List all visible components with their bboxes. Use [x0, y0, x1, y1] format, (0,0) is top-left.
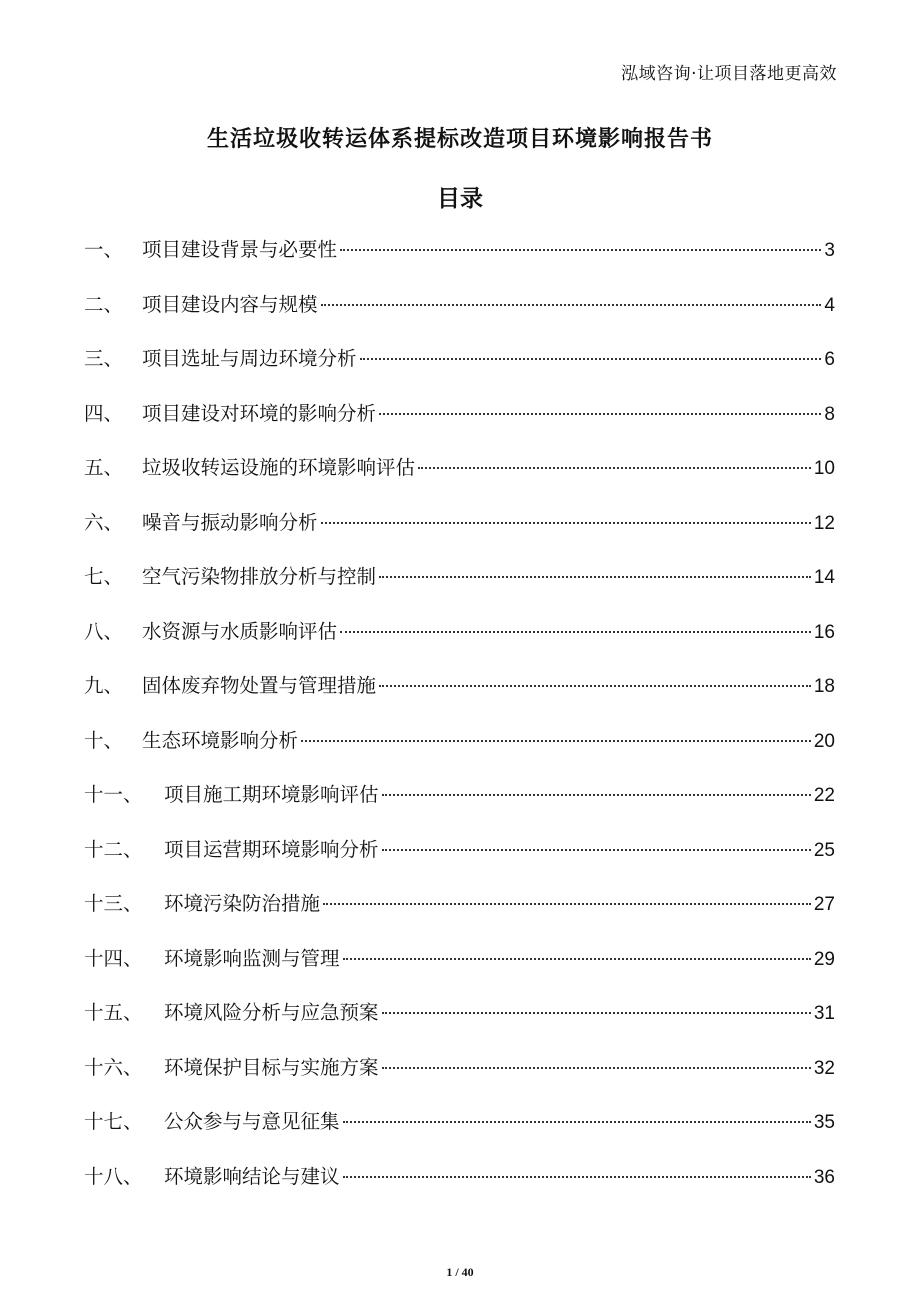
toc-entry-label: 噪音与振动影响分析 — [142, 510, 318, 534]
toc-entry-page-number: 22 — [813, 785, 835, 806]
toc-dot-leader — [382, 849, 811, 851]
toc-entry-number: 八、 — [84, 619, 124, 643]
toc-entry-label: 垃圾收转运设施的环境影响评估 — [142, 456, 416, 479]
page-header: 泓域咨询·让项目落地更高效 — [621, 64, 837, 84]
toc-entry[interactable] — [84, 285, 835, 340]
toc-entry-page-number: 25 — [813, 839, 835, 861]
toc-entry[interactable] — [84, 775, 835, 830]
table-of-contents — [84, 230, 835, 1211]
toc-entry-page-number: 36 — [813, 1166, 835, 1188]
toc-entry-page-number: 16 — [813, 621, 835, 643]
toc-entry[interactable] — [84, 939, 835, 994]
toc-entry-number: 十六、 — [84, 1055, 143, 1079]
toc-entry[interactable] — [84, 1157, 835, 1212]
toc-entry-page-number: 20 — [813, 730, 835, 752]
toc-entry-page-number: 12 — [813, 512, 835, 534]
toc-entry[interactable] — [84, 612, 835, 667]
toc-entry-page-number: 29 — [813, 948, 835, 970]
toc-entry-label: 项目选址与周边环境分析 — [142, 347, 357, 370]
toc-entry-label: 环境污染防治措施 — [164, 892, 321, 915]
toc-entry-number: 七、 — [84, 565, 124, 588]
toc-dot-leader — [379, 576, 811, 578]
toc-entry-number: 十二、 — [84, 837, 143, 861]
toc-entry-label: 项目建设内容与规模 — [142, 292, 318, 316]
toc-entry-number: 一、 — [84, 238, 124, 261]
toc-entry-page-number: 32 — [813, 1057, 835, 1079]
toc-entry-page-number: 6 — [824, 349, 835, 370]
toc-entry-label: 生态环境影响分析 — [142, 728, 299, 752]
toc-entry-page-number: 14 — [813, 567, 835, 588]
toc-entry-number: 四、 — [84, 401, 124, 425]
toc-entry-page-number: 8 — [824, 403, 835, 425]
toc-entry[interactable] — [84, 503, 835, 558]
toc-dot-leader — [321, 304, 822, 306]
toc-entry-label: 环境影响监测与管理 — [164, 946, 340, 970]
toc-entry[interactable] — [84, 394, 835, 449]
toc-dot-leader — [382, 794, 811, 796]
toc-entry[interactable] — [84, 557, 835, 612]
toc-dot-leader — [343, 1121, 811, 1123]
toc-entry-label: 环境保护目标与实施方案 — [164, 1055, 379, 1079]
toc-entry[interactable] — [84, 230, 835, 285]
toc-dot-leader — [379, 685, 811, 687]
toc-entry-label: 项目建设对环境的影响分析 — [142, 401, 377, 425]
toc-dot-leader — [340, 249, 821, 251]
toc-entry-number: 十四、 — [84, 946, 143, 970]
toc-entry-number: 十一、 — [84, 783, 143, 806]
toc-entry[interactable] — [84, 830, 835, 885]
toc-entry-number: 十、 — [84, 728, 124, 752]
toc-entry-label: 环境风险分析与应急预案 — [164, 1001, 379, 1024]
toc-entry-number: 十五、 — [84, 1001, 143, 1024]
toc-heading: 目录 — [437, 186, 483, 212]
toc-entry-number: 五、 — [84, 456, 124, 479]
toc-entry-number: 十八、 — [84, 1164, 143, 1188]
toc-entry-label: 固体废弃物处置与管理措施 — [142, 674, 377, 697]
toc-entry-page-number: 3 — [824, 240, 835, 261]
toc-dot-leader — [379, 413, 821, 415]
toc-entry[interactable] — [84, 1048, 835, 1103]
toc-entry-number: 六、 — [84, 510, 124, 534]
toc-dot-leader — [323, 903, 811, 905]
toc-entry-page-number: 18 — [813, 676, 835, 697]
toc-entry-page-number: 4 — [824, 294, 835, 316]
toc-entry-label: 项目运营期环境影响分析 — [164, 837, 379, 861]
document-title: 生活垃圾收转运体系提标改造项目环境影响报告书 — [206, 127, 713, 152]
toc-entry[interactable] — [84, 666, 835, 721]
toc-entry-label: 环境影响结论与建议 — [164, 1164, 340, 1188]
toc-entry[interactable] — [84, 1102, 835, 1157]
page-indicator: 1 / 40 — [446, 1265, 474, 1279]
toc-entry[interactable] — [84, 448, 835, 503]
toc-entry-number: 十三、 — [84, 892, 143, 915]
toc-entry-page-number: 31 — [813, 1003, 835, 1024]
toc-entry-number: 三、 — [84, 347, 124, 370]
toc-entry[interactable] — [84, 339, 835, 394]
toc-entry-label: 水资源与水质影响评估 — [142, 619, 338, 643]
toc-entry-label: 项目施工期环境影响评估 — [164, 783, 379, 806]
toc-entry-number: 九、 — [84, 674, 124, 697]
toc-dot-leader — [382, 1012, 811, 1014]
toc-entry-label: 空气污染物排放分析与控制 — [142, 565, 377, 588]
toc-entry-page-number: 10 — [813, 458, 835, 479]
toc-dot-leader — [321, 522, 811, 524]
toc-entry-number: 二、 — [84, 292, 124, 316]
toc-dot-leader — [360, 358, 822, 360]
toc-dot-leader — [301, 740, 811, 742]
toc-dot-leader — [343, 1176, 811, 1178]
toc-entry-label: 公众参与与意见征集 — [164, 1110, 340, 1133]
toc-dot-leader — [418, 467, 811, 469]
toc-dot-leader — [343, 958, 811, 960]
toc-dot-leader — [382, 1067, 811, 1069]
toc-entry-number: 十七、 — [84, 1110, 143, 1133]
toc-entry-page-number: 35 — [813, 1112, 835, 1133]
toc-entry-page-number: 27 — [813, 894, 835, 915]
toc-entry[interactable] — [84, 721, 835, 776]
toc-dot-leader — [340, 631, 811, 633]
toc-entry[interactable] — [84, 993, 835, 1048]
toc-entry-label: 项目建设背景与必要性 — [142, 238, 338, 261]
toc-entry[interactable] — [84, 884, 835, 939]
